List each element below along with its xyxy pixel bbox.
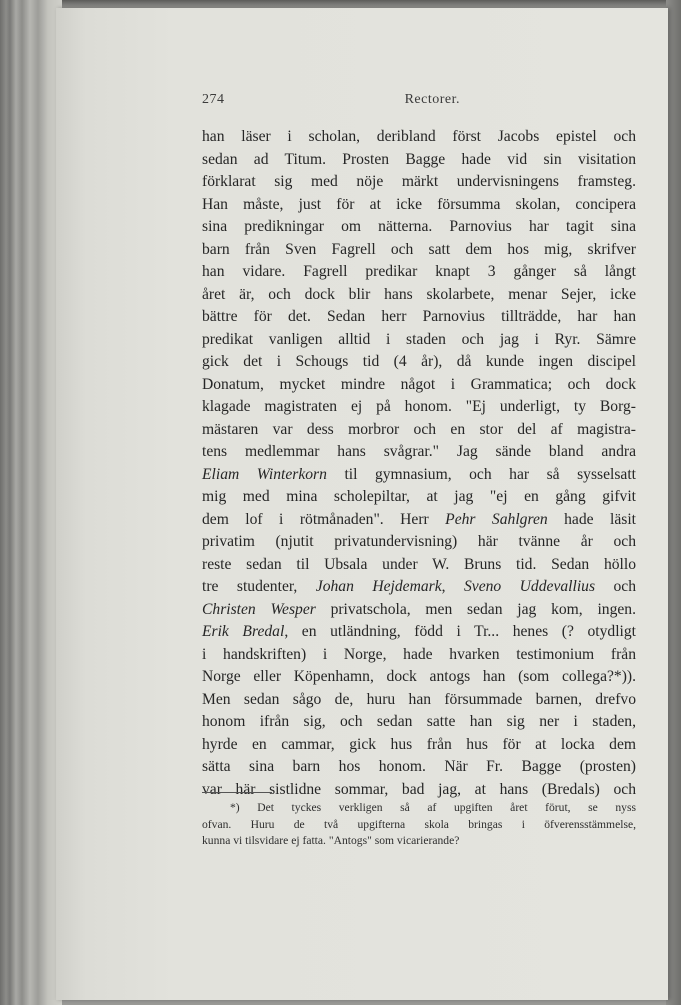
text-fragment: hade läsit	[547, 510, 636, 528]
text-line: hyrde en cammar, gick hus från hus för at locka dem	[202, 735, 636, 753]
person-name: Christen Wesper	[202, 600, 316, 618]
scan-right-edge	[666, 0, 681, 1005]
footnote-rule	[202, 792, 272, 793]
text-line: klagade magistraten ej på honom. "Ej underligt, ty Borg-	[202, 398, 636, 415]
text-line: Donatum, mycket mindre något i Grammatica; och dock	[202, 375, 636, 393]
text-line	[202, 621, 636, 644]
person-name: Eliam Winterkorn	[202, 465, 327, 483]
text-line	[202, 599, 636, 622]
text-fragment: tre studenter,	[202, 578, 316, 595]
text-line: han vidare. Fagrell predikar knapt 3 gånger så långt	[202, 263, 636, 280]
text-fragment: privatschola, men sedan jag kom, ingen.	[315, 600, 636, 618]
text-line: gick det i Schougs tid (4 år), då kunde ingen discipel	[202, 353, 636, 370]
text-line	[202, 464, 636, 487]
text-line: mig med mina scholepiltar, at jag "ej en gång gifvit	[202, 488, 636, 505]
text-line	[202, 576, 636, 599]
page-header	[202, 92, 460, 114]
footnote	[202, 800, 636, 850]
footnote-line: *) Det tyckes verkligen så af upgiften året förut, se nyss	[230, 801, 636, 814]
person-name: Sveno Uddevallius	[463, 578, 596, 595]
text-fragment: ,	[441, 578, 464, 595]
running-title: Rectorer.	[404, 92, 460, 107]
footnote-line: kunna vi tilsvidare ej fatta. "Antogs" som vicarierande?	[202, 834, 460, 847]
footnote-line: ofvan. Huru de två upgifterna skola bringas i öfverensstämmelse,	[202, 817, 636, 831]
text-fragment: til gymnasium, och har så sysselsatt	[326, 465, 637, 483]
book-binding-edge	[0, 0, 62, 1005]
text-line: var här sistlidne sommar, bad jag, at hans (Bredals) och	[202, 780, 636, 798]
text-line: sedan ad Titum. Prosten Bagge hade vid sin visitation	[202, 150, 636, 168]
text-line: i handskriften) i Norge, hade hvarken testimonium från	[202, 645, 636, 663]
text-line: sina predikningar om nätterna. Parnovius har tagit sina	[202, 218, 636, 235]
text-fragment: dem lof i rötmånaden". Herr	[202, 510, 446, 528]
text-line: privatim (njutit privatundervisning) här tvänne år och	[202, 533, 636, 550]
body-text	[202, 126, 636, 801]
text-fragment: , en utländning, född i Tr... henes (? otydligt	[284, 623, 637, 640]
text-line: Han måste, just för at icke försumma skolan, concipera	[202, 195, 636, 213]
text-line: sätta sina barn hos honom. När Fr. Bagge (prosten)	[202, 758, 636, 775]
text-line: Norge eller Köpenhamn, dock antogs han (som collega?*)).	[202, 668, 636, 685]
text-line: året är, och dock blir hans skolarbete, menar Sejer, icke	[202, 285, 636, 303]
text-line: bättre för det. Sedan herr Parnovius tillträdde, har han	[202, 308, 636, 325]
text-line: mästaren var dess morbror och en stor del af magistra-	[202, 420, 636, 438]
text-line	[202, 509, 636, 532]
person-name: Pehr Sahlgren	[445, 510, 548, 528]
text-line: honom ifrån sig, och sedan satte han sig ner i staden,	[202, 713, 636, 730]
text-line: barn från Sven Fagrell och satt dem hos mig, skrifver	[202, 240, 636, 258]
text-line: förklarat sig med nöje märkt undervisningens framsteg.	[202, 173, 636, 190]
page-number: 274	[202, 92, 225, 107]
person-name: Johan Hejdemark	[315, 578, 442, 595]
text-line: tens medlemmar hans svågrar." Jag sände bland andra	[202, 443, 636, 460]
text-line: predikat vanligen alltid i staden och jag i Ryr. Sämre	[202, 330, 636, 348]
text-fragment: och	[595, 578, 636, 595]
text-line: han läser i scholan, deribland först Jacobs epistel och	[202, 128, 636, 145]
person-name: Erik Bredal	[202, 623, 285, 640]
text-line: reste sedan til Ubsala under W. Bruns tid. Sedan höllo	[202, 555, 636, 573]
text-line: Men sedan sågo de, huru han försummade barnen, drefvo	[202, 690, 636, 708]
